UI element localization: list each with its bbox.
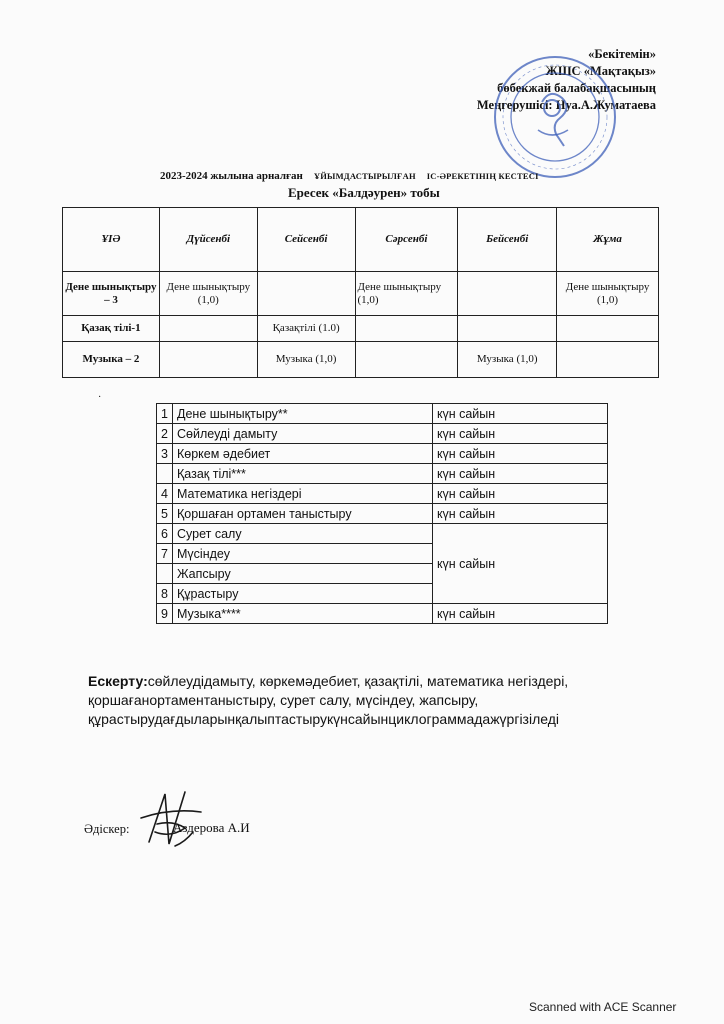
subject-name: Жапсыру — [173, 564, 433, 584]
subject-frequency: күн сайын — [433, 404, 608, 424]
header-cell: Бейсенбі — [458, 208, 557, 272]
group-title: Ересек «Балдәурен» тобы — [288, 185, 440, 200]
approval-line-4: Меңгерушісі: Нуа.А.Жуматаева — [476, 98, 656, 112]
bullet-mark: · — [98, 392, 102, 403]
title-end-part: ІС-ӘРЕКЕТІНІҢ КЕСТЕСІ — [426, 171, 539, 181]
row-number: 6 — [157, 524, 173, 544]
title-year-part: 2023-2024 жылына арналған — [160, 170, 303, 182]
subject-frequency: күн сайын — [433, 464, 608, 484]
schedule-header-row — [63, 208, 659, 272]
row-number — [157, 464, 173, 484]
table-cell — [257, 272, 355, 316]
schedule-row — [63, 316, 659, 342]
row-number: 2 — [157, 424, 173, 444]
title-middle-part: ҰЙЫМДАСТЫРЫЛҒАН — [313, 171, 416, 181]
subject-frequency: күн сайын — [433, 424, 608, 444]
row-number: 8 — [157, 584, 173, 604]
subject-name: Музыка**** — [173, 604, 433, 624]
methodist-label: Әдіскер: — [84, 822, 130, 836]
table-cell — [355, 342, 458, 378]
table-cell: Музыка (1,0) — [458, 342, 557, 378]
approval-line-3: бөбекжай балабақшасының — [497, 81, 656, 95]
table-cell — [557, 316, 659, 342]
table-row — [157, 404, 608, 424]
schedule-table — [62, 207, 659, 378]
table-row — [157, 424, 608, 444]
table-cell: Дене шынықтыру (1,0) — [557, 272, 659, 316]
subject-name: Құрастыру — [173, 584, 433, 604]
schedule-row — [63, 272, 659, 316]
row-number: 5 — [157, 504, 173, 524]
row-number: 1 — [157, 404, 173, 424]
subject-name: Дене шынықтыру** — [173, 404, 433, 424]
schedule-row — [63, 342, 659, 378]
round-stamp — [490, 52, 620, 182]
header-cell: Сәрсенбі — [355, 208, 458, 272]
table-cell — [557, 342, 659, 378]
subject-frequency: күн сайын — [433, 444, 608, 464]
row-number: 9 — [157, 604, 173, 624]
table-row — [157, 504, 608, 524]
table-cell — [458, 272, 557, 316]
table-cell — [458, 316, 557, 342]
table-row — [157, 484, 608, 504]
table-cell — [355, 316, 458, 342]
note-label: Ескерту: — [88, 673, 148, 689]
approval-line-1: «Бекітемін» — [588, 47, 656, 61]
row-number: 4 — [157, 484, 173, 504]
subjects-table — [156, 403, 608, 624]
table-cell: Музыка (1,0) — [257, 342, 355, 378]
table-row — [157, 444, 608, 464]
subject-frequency: күн сайын — [433, 484, 608, 504]
header-cell: Жұма — [557, 208, 659, 272]
subject-name: Көркем әдебиет — [173, 444, 433, 464]
table-cell — [159, 316, 257, 342]
note-paragraph — [88, 672, 658, 729]
table-cell: Қазақ тілі-1 — [63, 316, 160, 342]
row-number: 7 — [157, 544, 173, 564]
table-cell: Дене шынықтыру (1,0) — [355, 272, 458, 316]
table-cell: Дене шынықтыру – 3 — [63, 272, 160, 316]
table-row — [157, 464, 608, 484]
table-row — [157, 604, 608, 624]
subject-name: Қоршаған ортамен таныстыру — [173, 504, 433, 524]
subject-name: Математика негіздері — [173, 484, 433, 504]
table-cell — [159, 342, 257, 378]
table-row — [157, 524, 608, 544]
row-number — [157, 564, 173, 584]
document-title — [160, 170, 539, 182]
table-cell: Дене шынықтыру (1,0) — [159, 272, 257, 316]
subject-frequency: күн сайын — [433, 504, 608, 524]
subject-name: Мүсіндеу — [173, 544, 433, 564]
scanner-watermark: Scanned with ACE Scanner — [529, 1000, 677, 1014]
header-cell: Сейсенбі — [257, 208, 355, 272]
header-cell: Дүйсенбі — [159, 208, 257, 272]
table-cell: Қазақтілі (1.0) — [257, 316, 355, 342]
methodist-name: Аздерова А.И — [173, 820, 250, 835]
subject-name: Сурет салу — [173, 524, 433, 544]
subject-frequency: күн сайын — [433, 604, 608, 624]
table-cell: Музыка – 2 — [63, 342, 160, 378]
subject-name: Сөйлеуді дамыту — [173, 424, 433, 444]
approval-line-2: ЖШС «Мақтақыз» — [545, 64, 656, 78]
subject-frequency-merged: күн сайын — [433, 524, 608, 604]
row-number: 3 — [157, 444, 173, 464]
note-text: сөйлеудідамыту, көркемәдебиет, қазақтілі, математика негіздері, қоршағанортаментаныстыру, сурет салу, мүсіндеу, жапсыру, құрастырудағдыларынқалыптастырукүнсайынциклограммадажүргізіледі — [88, 673, 569, 727]
subject-name: Қазақ тілі*** — [173, 464, 433, 484]
header-cell: ҰІӘ — [63, 208, 160, 272]
